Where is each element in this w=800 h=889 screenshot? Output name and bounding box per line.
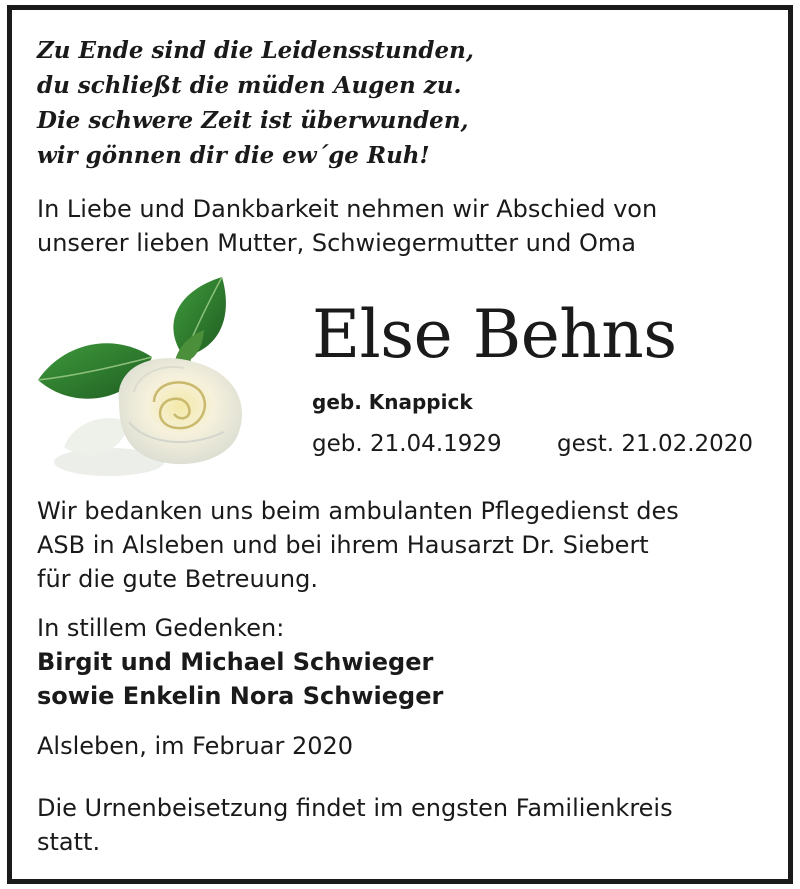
burial-note (37, 791, 780, 859)
mourner-line: Birgit und Michael Schwieger (37, 648, 434, 676)
death-date: gest. 21.02.2020 (557, 431, 754, 457)
memory-heading: In stillem Gedenken: (37, 614, 285, 642)
poem-line: Zu Ende sind die Leidensstunden, (37, 37, 474, 64)
place-date-text: Alsleben, im Februar 2020 (37, 732, 354, 760)
burial-line: Die Urnenbeisetzung findet im engsten Familienkreis (37, 794, 673, 822)
poem-line: du schließt die müden Augen zu. (37, 72, 462, 99)
white-rose-icon (34, 272, 254, 487)
mourner-line: sowie Enkelin Nora Schwieger (37, 682, 444, 710)
poem (37, 33, 780, 173)
thanks-line: ASB in Alsleben und bei ihrem Hausarzt Dr. Siebert (37, 531, 649, 559)
poem-line: Die schwere Zeit ist überwunden, (37, 107, 469, 134)
thanks-text (37, 494, 780, 596)
intro-line: unserer lieben Mutter, Schwiegermutter und Oma (37, 229, 636, 257)
intro-text (37, 192, 780, 260)
thanks-line: für die gute Betreuung. (37, 565, 318, 593)
life-dates (312, 427, 754, 461)
intro-line: In Liebe und Dankbarkeit nehmen wir Abschied von (37, 195, 658, 223)
thanks-line: Wir bedanken uns beim ambulanten Pflegedienst des (37, 497, 679, 525)
burial-line: statt. (37, 828, 101, 856)
birth-date: geb. 21.04.1929 (312, 431, 502, 457)
deceased-name: Else Behns (312, 296, 677, 373)
memory-section (37, 611, 780, 713)
maiden-name: geb. Knappick (312, 390, 473, 414)
place-date (37, 729, 780, 763)
poem-line: wir gönnen dir die ew´ge Ruh! (37, 142, 430, 169)
